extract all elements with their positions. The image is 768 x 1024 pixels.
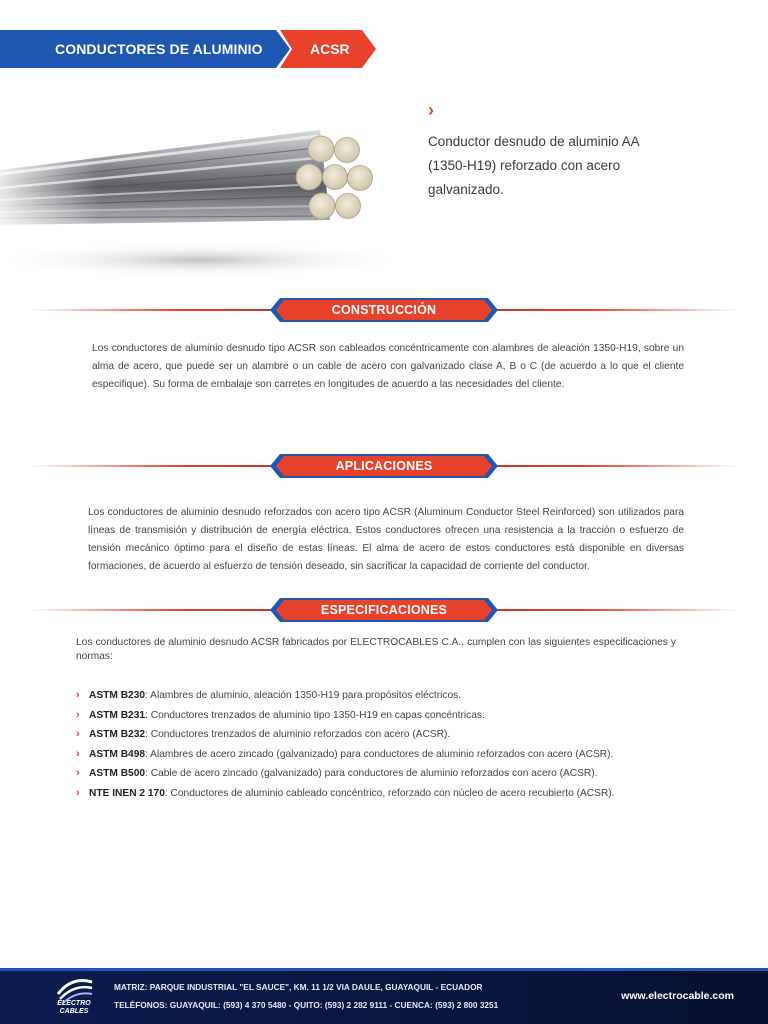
list-item: › ASTM B231: Conductores trenzados de aluminio tipo 1350-H19 en capas concéntricas. — [76, 706, 696, 726]
divider-right — [488, 465, 738, 467]
chevron-right-icon: › — [76, 708, 80, 721]
section-pill — [270, 454, 498, 478]
website-link[interactable]: www.electrocable.com — [621, 990, 734, 1002]
list-item: › NTE INEN 2 170: Conductores de aluminio cableado concéntrico, reforzado con núcleo de acero recubierto (ACSR). — [76, 784, 696, 804]
section-pill — [270, 598, 498, 622]
divider-left — [30, 465, 280, 467]
list-item: › ASTM B500: Cable de acero zincado (galvanizado) para conductores de aluminio reforzados con acero (ACSR). — [76, 764, 696, 784]
footer — [0, 968, 768, 1024]
footer-stripe — [0, 968, 768, 971]
chevron-right-icon: › — [76, 767, 80, 779]
divider-right — [488, 609, 738, 611]
category-title: CONDUCTORES DE ALUMINIO — [55, 41, 263, 57]
section-especificaciones-header — [30, 598, 738, 622]
footer-address: MATRIZ: PARQUE INDUSTRIAL "EL SAUCE", KM. 11 1/2 VIA DAULE, GUAYAQUIL - ECUADOR — [114, 982, 483, 992]
product-title: ACSR — [310, 41, 350, 57]
section-title: APLICACIONES — [335, 459, 433, 473]
construccion-text: Los conductores de aluminio desnudo tipo ACSR son cableados concéntricamente con alambres de aleación 1350-H19, sobre un alma de acero, que puede ser un alambre o un cable de acero con galvanizado clase A, B o C (de acuerdo a lo que el cliente especifique). Su forma de embalaje son carretes en longitudes de acuerdo a las necesidades del cliente. — [92, 343, 684, 390]
footer-phones: TELÉFONOS: GUAYAQUIL: (593) 4 370 5480 - QUITO: (593) 2 282 9111 - CUENCA: (593) 2 800 3251 — [114, 1000, 499, 1010]
intro-description: Conductor desnudo de aluminio AA (1350-H19) reforzado con acero galvanizado. — [428, 134, 639, 197]
divider-right — [488, 309, 738, 311]
divider-left — [30, 309, 280, 311]
header-banner — [0, 30, 380, 70]
section-pill — [270, 298, 498, 322]
chevron-right-icon: › — [76, 747, 80, 760]
chevron-right-icon: › — [76, 728, 80, 740]
spec-list — [76, 686, 696, 803]
list-item: › ASTM B232: Conductores trenzados de aluminio reforzados con acero (ACSR). — [76, 725, 696, 745]
chevron-right-icon: › — [76, 689, 80, 701]
especificaciones-intro: Los conductores de aluminio desnudo ACSR fabricados por ELECTROCABLES C.A., cumplen con las siguientes especificaciones y normas: — [76, 637, 676, 662]
divider-left — [30, 609, 280, 611]
chevron-right-icon: › — [76, 786, 80, 799]
logo-wordmark: ELECTRO CABLES — [57, 1000, 91, 1015]
section-aplicaciones-header — [30, 454, 738, 478]
acsr-cable-image — [0, 100, 400, 300]
section-title: CONSTRUCCIÓN — [331, 303, 437, 317]
list-item: › ASTM B230: Alambres de aluminio, aleación 1350-H19 para propósitos eléctricos. — [76, 686, 696, 706]
section-construccion-header — [30, 298, 738, 322]
aplicaciones-text: Los conductores de aluminio desnudo reforzados con acero tipo ACSR (Aluminum Conductor Steel Reinforced) son utilizados para líneas de transmisión y distribución de energía eléctrica. Estos conductores ofrecen una resistencia a la tracción o esfuerzo de tensión mecánico óptimo para el diseño de estas líneas. El alma de acero de estos conductores está disponible en diversas formaciones, de acuerdo al esfuerzo de tensión deseado, sin sacrificar la capacidad de corriente del conductor. — [88, 507, 684, 572]
list-item: › ASTM B498: Alambres de acero zincado (galvanizado) para conductores de aluminio reforzados con acero (ACSR). — [76, 745, 696, 765]
intro-chevron-icon: › — [428, 100, 434, 120]
section-title: ESPECIFICACIONES — [320, 603, 448, 617]
